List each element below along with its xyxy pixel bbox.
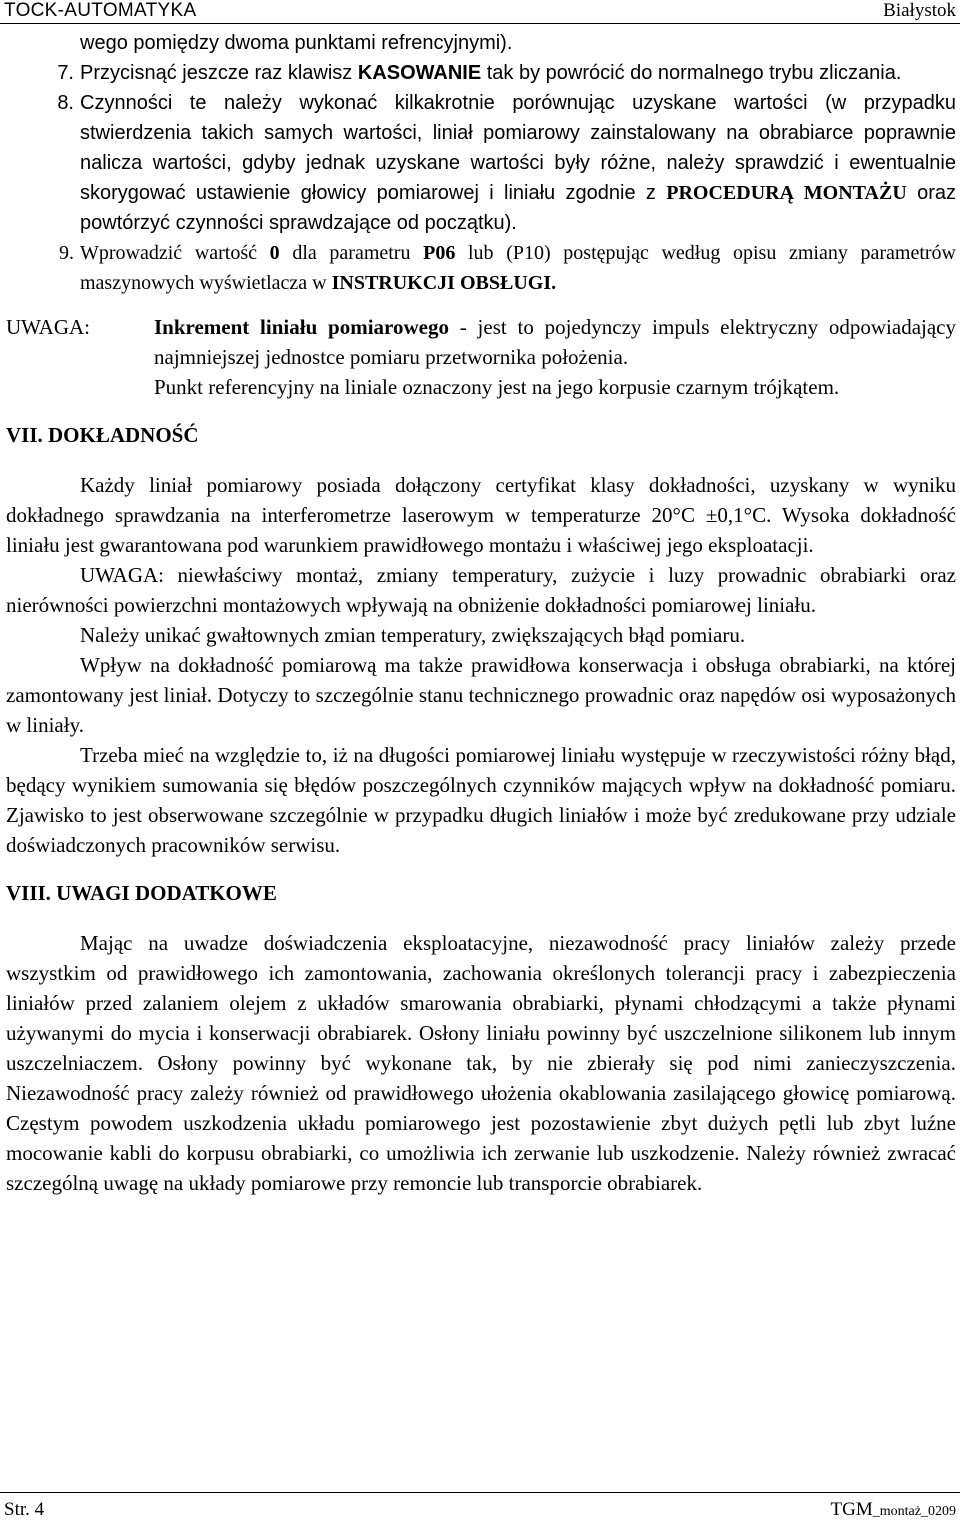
section-7-paragraph-3: Należy unikać gwałtownych zmian temperatury, zwiększających błąd pomiaru. (80, 623, 746, 647)
section-7-paragraph-4: Wpływ na dokładność pomiarową ma także prawidłowa konserwacja i obsługa obrabiarki, na której zamontowany jest liniał. Dotyczy to szczególnie stanu technicznego prowadnic oraz napędów osi wyposażonych w liniały. (6, 653, 956, 737)
footer-document-code: TGM_montaż_0209 (830, 1499, 956, 1520)
note-body (154, 312, 956, 402)
page-header (0, 0, 960, 22)
list-item-number: 8. (57, 92, 74, 114)
section-7-paragraph-5: Trzeba mieć na względzie to, iż na długości pomiarowej liniału występuje w rzeczywistości różny błąd, będący wynikiem sumowania się błędów poszczególnych czynników mających wpływ na dokładność pomiaru. Zjawisko to jest obserwowane szczególnie w przypadku długich liniałów i może być zredukowane przy udziale doświadczonych pracowników serwisu. (6, 743, 956, 857)
note-block (6, 312, 956, 402)
note-reference-point: Punkt referencyjny na liniale oznaczony jest na jego korpusie czarnym trójkątem. (154, 375, 840, 399)
section-7-paragraph-2: UWAGA: niewłaściwy montaż, zmiany temperatury, zużycie i luzy prowadnic obrabiarki oraz nierówności powierzchni montażowych wpływają na obniżenie dokładności pomiarowej liniału. (6, 563, 956, 617)
section-7-paragraph-1: Każdy liniał pomiarowy posiada dołączony certyfikat klasy dokładności, uzyskany w wyniku dokładnego sprawdzania na interferometrze laserowym w temperaturze 20°C ±0,1°C. Wysoka dokładność liniału jest gwarantowana pod warunkiem prawidłowego montażu i właściwej jego eksploatacji. (6, 473, 956, 557)
list-item-7 (6, 58, 956, 88)
section-8-paragraph-1: Mając na uwadze doświadczenia eksploatacyjne, niezawodność pracy liniałów zależy przede wszystkim od prawidłowego ich zamontowania, zachowania określonych tolerancji pracy i zabezpieczenia liniałów przed zalaniem olejem z układów smarowania obrabiarki, płynami chłodzącymi a także płynami używanymi do mycia i konserwacji obrabiarek. Osłony liniału powinny być uszczelnione silikonem lub innym uszczelniaczem. Osłony powinny być wykonane tak, by nie zbierały się pod nimi zanieczyszczenia. Niezawodność pracy zależy również od prawidłowego ułożenia okablowania zasilającego głowicę pomiarową. Częstym powodem uszkodzenia układu pomiarowego jest pozostawienie zbyt dużych pętli lub zbyt luźne mocowanie kabli do korpusu obrabiarki, co umożliwia ich zerwanie lub uszkodzenie. Należy również zwracać szczególną uwagę na układy pomiarowe przy remoncie lub transporcie obrabiarek. (6, 931, 956, 1195)
list-item-text: Przycisnąć jeszcze raz klawisz KASOWANIE tak by powrócić do normalnego trybu zliczania. (80, 62, 902, 84)
list-item-number: 7. (57, 62, 74, 84)
footer-page-number: Str. 4 (4, 1499, 45, 1520)
section-8-title: VIII. UWAGI DODATKOWE (6, 881, 277, 905)
note-label: UWAGA: (6, 315, 90, 339)
list-item-number: 9. (59, 242, 74, 264)
page-footer (0, 1492, 960, 1525)
header-rule (0, 23, 960, 24)
header-company: TOCK-AUTOMATYKA (4, 0, 197, 21)
list-item-text: Wprowadzić wartość 0 dla parametru P06 lub (P10) postępując według opisu zmiany parametrów maszynowych wyświetlacza w INSTRUKCJI OBSŁUGI. (80, 242, 957, 294)
page-content (6, 28, 956, 1198)
header-city: Białystok (883, 0, 956, 21)
footer-rule (0, 1492, 960, 1493)
note-definition: Inkrement liniału pomiarowego - jest to pojedynczy impuls elektryczny odpowiadający najmniejszej jednostce pomiaru przetwornika położenia. (154, 315, 956, 369)
list-item-8 (6, 88, 956, 238)
list-item-6-tail: wego pomiędzy dwoma punktami refrencyjnymi). (80, 32, 513, 54)
section-7-title: VII. DOKŁADNOŚĆ (6, 423, 199, 447)
list-item-9 (6, 238, 956, 298)
list-item-text: Czynności te należy wykonać kilkakrotnie porównując uzyskane wartości (w przypadku stwierdzenia takich samych wartości, liniał pomiarowy zainstalowany na obrabiarce poprawnie nalicza wartości, gdyby jednak uzyskane wartości były różne, należy sprawdzić i ewentualnie skorygować ustawienie głowicy pomiarowej i liniału zgodnie z PROCEDURĄ MONTAŻU oraz powtórzyć czynności sprawdzające od początku). (80, 92, 957, 234)
